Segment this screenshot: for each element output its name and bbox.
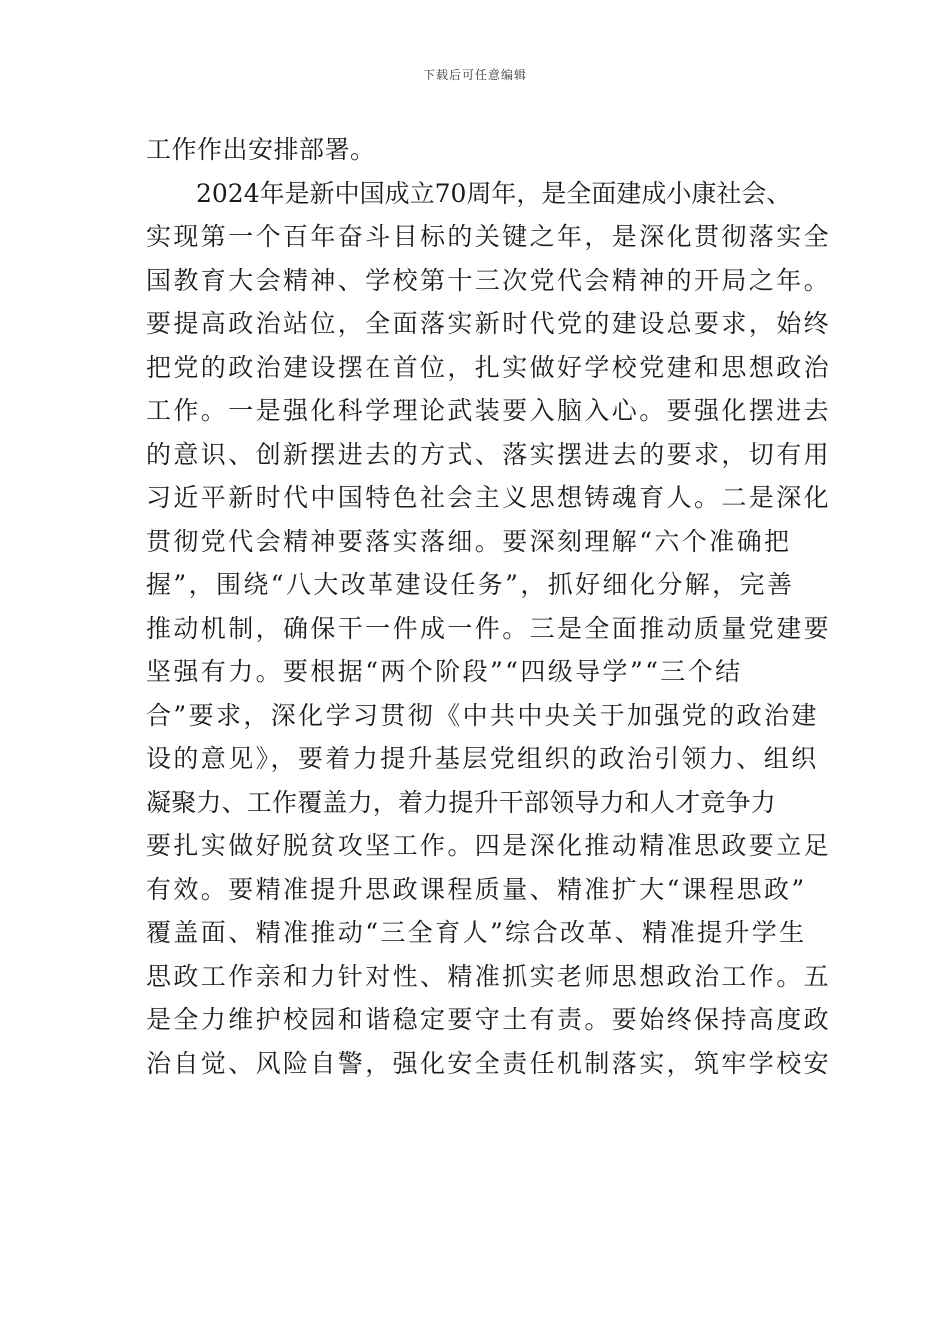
body-text [146, 128, 832, 1085]
text-line: 工作。一是强化科学理论武装要入脑入心。要强化摆进去 [146, 396, 832, 425]
text-line: 工作作出安排部署。 [146, 135, 376, 164]
text-line: 要扎实做好脱贫攻坚工作。四是深化推动精准思政要立足 [146, 831, 832, 860]
text-line: 覆盖面、精准推动“三全育人”综合改革、精准提升学生 [146, 918, 807, 947]
text-line: 贯彻党代会精神要落实落细。要深刻理解“六个准确把 [146, 526, 792, 556]
text-line: 的意识、创新摆进去的方式、落实摆进去的要求，切有用 [146, 439, 832, 469]
text-line: 把党的政治建设摆在首位，扎实做好学校党建和思想政治 [146, 352, 832, 382]
text-line: 国教育大会精神、学校第十三次党代会精神的开局之年。 [146, 265, 832, 295]
text-line: 合”要求，深化学习贯彻《中共中央关于加强党的政治建 [146, 700, 819, 730]
text-line: 设的意见》，要着力提升基层党组织的政治引领力、组织 [146, 744, 819, 773]
text-line: 2024年是新中国成立70周年，是全面建成小康社会、 [196, 178, 792, 208]
text-line: 是全力维护校园和谐稳定要守土有责。要始终保持高度政 [146, 1005, 832, 1034]
text-line: 推动机制，确保干一件成一件。三是全面推动质量党建要 [146, 613, 832, 643]
text-line: 思政工作亲和力针对性、精准抓实老师思想政治工作。五 [146, 961, 832, 991]
text-line: 凝聚力、工作覆盖力，着力提升干部领导力和人才竞争力 [146, 787, 777, 817]
page-header: 下载后可任意编辑 [422, 68, 527, 82]
text-line: 握”，围绕“八大改革建设任务”，抓好细化分解，完善 [146, 570, 795, 599]
text-line: 实现第一个百年奋斗目标的关键之年，是深化贯彻落实全 [146, 222, 832, 251]
text-line: 治自觉、风险自警，强化安全责任机制落实，筑牢学校安 [146, 1048, 832, 1078]
text-line: 坚强有力。要根据“两个阶段”“四级导学”“三个结 [146, 657, 743, 686]
text-line: 要提高政治站位，全面落实新时代党的建设总要求，始终 [146, 309, 832, 338]
text-line: 有效。要精准提升思政课程质量、精准扩大“课程思政” [146, 874, 807, 904]
text-line: 习近平新时代中国特色社会主义思想铸魂育人。二是深化 [146, 483, 832, 512]
